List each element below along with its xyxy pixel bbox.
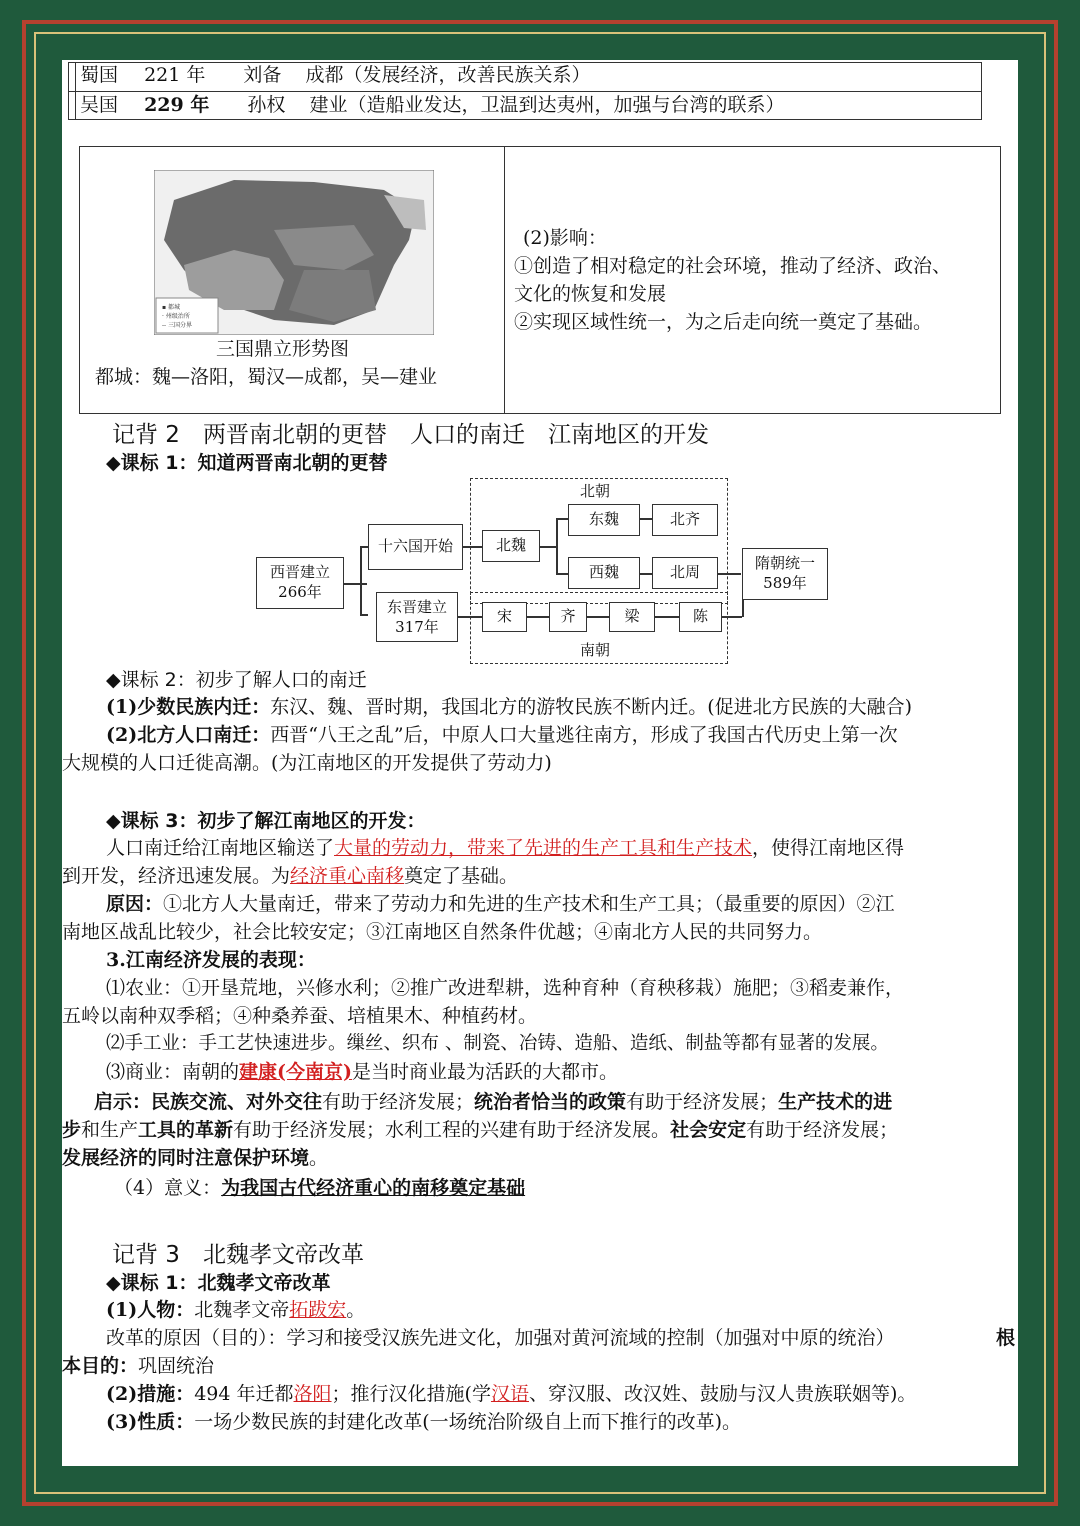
paragraph xyxy=(106,1408,741,1436)
section-heading: 记背 3 北魏孝文帝改革 xyxy=(112,1242,364,1268)
east-wei-box xyxy=(568,504,640,536)
sui-label: 隋朝统一 xyxy=(754,554,815,572)
liang-label: 梁 xyxy=(624,607,640,625)
highlight-text: 建康(今南京) xyxy=(239,1061,352,1083)
east-jin-label: 东晋建立 xyxy=(386,598,447,616)
paragraph-text: 494 年迁都 xyxy=(194,1383,294,1405)
paragraph-head: (1)人物： xyxy=(106,1299,195,1321)
sixteen-kingdoms-box xyxy=(368,524,463,570)
paragraph xyxy=(106,693,912,721)
impact-line: 文化的恢复和发展 xyxy=(514,283,667,305)
paragraph xyxy=(106,834,904,862)
sixteen-kingdoms-label: 十六国开始 xyxy=(377,537,453,555)
capitals-text: 都城：魏—洛阳，蜀汉—成都，吴—建业 xyxy=(95,366,438,388)
paragraph xyxy=(106,1296,365,1324)
highlight-text: 大量的劳动力，带来了先进的生产工具和生产技术 xyxy=(334,837,753,859)
paragraph-text: 东汉、魏、晋时期，我国北方的游牧民族不断内迁。(促进北方民族的大融合) xyxy=(270,696,913,718)
bold-text: 步 xyxy=(62,1119,82,1141)
impact-line: ①创造了相对稳定的社会环境，推动了经济、政治、 xyxy=(514,255,952,277)
table-row xyxy=(80,61,591,89)
highlight-text: 洛阳 xyxy=(293,1383,332,1405)
kingdom-capital: 建业（造船业发达，卫温到达夷州，加强与台湾的联系） xyxy=(309,94,785,116)
highlight-text: 汉语 xyxy=(490,1383,529,1405)
highlight-text: 经济重心南移 xyxy=(290,865,405,887)
bold-text: 生产技术的进 xyxy=(778,1091,893,1113)
kingdom-founder: 刘备 xyxy=(243,64,282,86)
bold-text: 发展经济的同时注意保护环境 xyxy=(62,1147,310,1169)
paragraph xyxy=(94,1088,892,1116)
kingdom-capital: 成都（发展经济，改善民族关系） xyxy=(305,64,591,86)
paragraph: 南地区战乱比较少，社会比较安定；③江南地区自然条件优越；④南北方人民的共同努力。 xyxy=(62,921,823,943)
west-jin-box xyxy=(256,557,344,609)
paragraph-text: 有助于经济发展；水利工程的兴建有助于经济发展。 xyxy=(233,1119,671,1141)
north-wei-label: 北魏 xyxy=(495,536,526,554)
chen-box xyxy=(679,602,722,632)
paragraph-text: 北魏孝文帝 xyxy=(194,1299,290,1321)
paragraph-text: ；推行汉化措施(学 xyxy=(331,1383,491,1405)
bold-text: 民族交流、对外交往 xyxy=(151,1091,323,1113)
west-wei-box xyxy=(568,557,640,589)
north-qi-box xyxy=(652,504,718,536)
paragraph-text: 、穿汉服、改汉姓、鼓励与汉人贵族联姻等)。 xyxy=(528,1383,917,1405)
paragraph-text: 巩固统治 xyxy=(138,1355,215,1377)
west-jin-label: 西晋建立 xyxy=(269,563,330,581)
liang-box xyxy=(609,602,655,632)
chen-label: 陈 xyxy=(692,607,708,625)
qi-box xyxy=(549,602,587,632)
east-jin-year: 317年 xyxy=(395,618,439,636)
bold-text: 统治者恰当的政策 xyxy=(474,1091,627,1113)
paragraph-text: 有助于经济发展； xyxy=(746,1119,899,1141)
paragraph-head: （4）意义： xyxy=(114,1177,222,1199)
sui-year: 589年 xyxy=(763,574,807,592)
impact-line: ②实现区域性统一，为之后走向统一奠定了基础。 xyxy=(514,311,933,333)
paragraph: ⑴农业：①开垦荒地，兴修水利；②推广改进犁耕，选种育种（育秧移栽）施肥；③稻麦兼作， xyxy=(106,977,905,999)
paragraph: 改革的原因（目的）：学习和接受汉族先进文化，加强对黄河流域的控制（加强对中原的统治） xyxy=(106,1327,895,1349)
legend-text: ▪ 都城 xyxy=(162,304,180,311)
kingdom-founder: 孙权 xyxy=(247,94,286,116)
north-qi-label: 北齐 xyxy=(669,510,700,528)
paragraph-head: (2)北方人口南迁： xyxy=(106,724,271,746)
paragraph-head: 启示： xyxy=(94,1091,152,1113)
kingdom-name: 蜀国 xyxy=(80,64,119,86)
song-box xyxy=(482,602,527,632)
north-wei-box xyxy=(482,530,540,562)
paragraph xyxy=(106,1058,618,1086)
west-wei-label: 西魏 xyxy=(588,563,619,581)
paragraph-text: 有助于经济发展； xyxy=(322,1091,475,1113)
south-label: 南朝 xyxy=(580,641,611,659)
song-label: 宋 xyxy=(496,607,512,625)
paragraph-text: 。 xyxy=(346,1299,366,1321)
paragraph xyxy=(62,1116,898,1144)
paragraph-text: 奠定了基础。 xyxy=(404,865,519,887)
bold-text: 工具的革新 xyxy=(138,1119,234,1141)
bold-text: 社会安定 xyxy=(670,1119,747,1141)
paragraph-text: 一场少数民族的封建化改革(一场统治阶级自上而下推行的改革)。 xyxy=(194,1411,742,1433)
east-wei-label: 东魏 xyxy=(588,510,619,528)
north-zhou-box xyxy=(652,557,718,589)
paragraph xyxy=(106,721,898,749)
paragraph-text: 到开发，经济迅速发展。为 xyxy=(62,865,291,887)
paragraph-text: ，使得江南地区得 xyxy=(752,837,905,859)
paragraph-text: 和生产 xyxy=(81,1119,139,1141)
paragraph xyxy=(114,1174,525,1202)
paragraph-head: (1)少数民族内迁： xyxy=(106,696,271,718)
map-caption: 三国鼎立形势图 xyxy=(216,338,350,360)
standard-heading: ◆课标 3：初步了解江南地区的开发： xyxy=(106,810,426,832)
legend-text: · 州级治所 xyxy=(162,313,190,320)
paragraph: 大规模的人口迁徙高潮。(为江南地区的开发提供了劳动力) xyxy=(62,752,552,774)
standard-heading: ◆课标 1：北魏孝文帝改革 xyxy=(106,1272,331,1294)
kingdom-year: 221 年 xyxy=(144,64,206,86)
paragraph-text: 有助于经济发展； xyxy=(626,1091,779,1113)
standard-heading: ◆课标 1：知道两晋南北朝的更替 xyxy=(106,452,388,474)
paragraph-text: ①北方人大量南迁，带来了劳动力和先进的生产技术和生产工具；（最重要的原因）②江 xyxy=(163,893,895,915)
paragraph-text: 人口南迁给江南地区输送了 xyxy=(106,837,335,859)
three-kingdoms-map xyxy=(154,170,434,335)
paragraph xyxy=(106,1380,916,1408)
highlight-text: 拓跋宏 xyxy=(289,1299,347,1321)
paragraph xyxy=(62,1352,214,1380)
paragraph-head: (3)性质： xyxy=(106,1411,195,1433)
table-row xyxy=(80,91,784,119)
sui-box xyxy=(742,548,828,600)
paragraph-text: 是当时商业最为活跃的大都市。 xyxy=(352,1061,619,1083)
subheading: 3.江南经济发展的表现： xyxy=(106,949,316,971)
impact-title: (2)影响： xyxy=(523,227,607,249)
kingdom-name: 吴国 xyxy=(80,94,119,116)
west-jin-year: 266年 xyxy=(278,583,322,601)
paragraph xyxy=(62,862,518,890)
paragraph xyxy=(106,890,895,918)
paragraph-text: ⑶商业：南朝的 xyxy=(106,1061,240,1083)
paragraph-text: 西晋“八王之乱”后，中原人口大量逃往南方，形成了我国古代历史上第一次 xyxy=(270,724,898,746)
qi-label: 齐 xyxy=(560,607,576,625)
paragraph: ⑵手工业：手工艺快速进步。缫丝、织布 、制瓷、冶铸、造船、造纸、制盐等都有显著的发展。 xyxy=(106,1033,889,1054)
document-page xyxy=(62,60,1018,1466)
section-heading: 记背 2 两晋南北朝的更替 人口的南迁 江南地区的开发 xyxy=(112,422,709,448)
east-jin-box xyxy=(376,592,458,642)
paragraph xyxy=(62,1144,328,1172)
north-label: 北朝 xyxy=(580,482,611,500)
standard-heading: ◆课标 2：初步了解人口的南迁 xyxy=(106,669,367,691)
kingdom-year: 229 年 xyxy=(144,94,210,116)
legend-text: -- 三国分界 xyxy=(162,322,192,329)
paragraph-head: 原因： xyxy=(106,893,164,915)
paragraph-head: 本目的： xyxy=(62,1355,139,1377)
north-zhou-label: 北周 xyxy=(669,563,700,581)
paragraph-head: (2)措施： xyxy=(106,1383,195,1405)
paragraph-text: 根 xyxy=(996,1327,1016,1349)
paragraph-text: 。 xyxy=(309,1147,329,1169)
significance-text: 为我国古代经济重心的南移奠定基础 xyxy=(221,1177,526,1199)
paragraph: 五岭以南种双季稻；④种桑养蚕、培植果木、种植药材。 xyxy=(62,1005,538,1027)
